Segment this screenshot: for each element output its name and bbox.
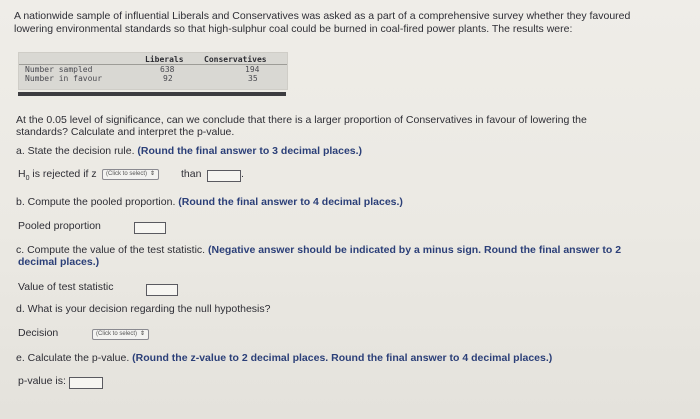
decision-select[interactable] (92, 329, 149, 340)
p-value-input[interactable] (69, 377, 103, 389)
test-statistic-input[interactable] (146, 284, 178, 296)
question-line-1: At the 0.05 level of significance, can we conclude that there is a larger proportion of Conservatives in favour of lowering the (16, 114, 587, 126)
h-subscript: 0 (25, 175, 30, 183)
table-cell: 638 (160, 65, 175, 74)
select-placeholder: (Click to select) (96, 331, 138, 337)
part-e-label: e. Calculate the p-value. (16, 352, 130, 364)
table-row-label: Number in favour (25, 74, 103, 83)
part-a-heading (16, 145, 362, 158)
critical-value-input[interactable] (207, 170, 241, 182)
intro-line-2: lowering environmental standards so that high-sulphur coal could be burned in coal-fired power plants. The results were: (14, 23, 573, 35)
part-c-note-2: decimal places.) (18, 256, 100, 268)
test-statistic-label: Value of test statistic (18, 281, 114, 293)
data-table (18, 52, 288, 90)
part-c-label: c. Compute the value of the test statistic. (16, 244, 206, 256)
part-b-heading (16, 196, 403, 209)
h-symbol: H (18, 168, 26, 180)
decision-label: Decision (18, 327, 59, 339)
part-a-label: a. State the decision rule. (16, 145, 135, 157)
part-d-heading: d. What is your decision regarding the null hypothesis? (16, 303, 271, 315)
table-cell: 35 (248, 74, 258, 83)
part-c-heading (16, 244, 621, 257)
table-header-conservatives: Conservatives (204, 55, 267, 64)
table-header-liberals: Liberals (145, 55, 184, 64)
intro-line-1: A nationwide sample of influential Liberals and Conservatives was asked as a part of a comprehensive survey whether they favoured (14, 10, 631, 22)
table-cell: 194 (245, 65, 260, 74)
pooled-proportion-label: Pooled proportion (18, 220, 101, 232)
question-line-2: standards? Calculate and interpret the p-value. (16, 126, 235, 138)
than-text: than (181, 168, 202, 180)
table-cell: 92 (163, 74, 173, 83)
table-row-label: Number sampled (25, 65, 93, 74)
part-e-heading (16, 352, 552, 365)
decision-rule-select[interactable] (102, 169, 159, 180)
p-value-label: p-value is: (18, 375, 66, 387)
part-a-note: (Round the final answer to 3 decimal places.) (137, 145, 363, 157)
table-bottom-bar (18, 92, 286, 96)
part-b-note: (Round the final answer to 4 decimal places.) (178, 196, 403, 208)
pooled-proportion-input[interactable] (134, 222, 166, 234)
period-text: . (241, 168, 244, 180)
part-c-note: (Negative answer should be indicated by a minus sign. Round the final answer to 2 (208, 244, 622, 256)
rule-text: is rejected if z (29, 168, 97, 180)
part-b-label: b. Compute the pooled proportion. (16, 196, 176, 208)
chevron-updown-icon: ⇕ (140, 331, 146, 337)
select-placeholder: (Click to select) (106, 171, 148, 177)
decision-rule-text (18, 168, 97, 185)
part-e-note: (Round the z-value to 2 decimal places. Round the final answer to 4 decimal places.) (132, 352, 553, 364)
chevron-updown-icon: ⇕ (150, 171, 156, 177)
